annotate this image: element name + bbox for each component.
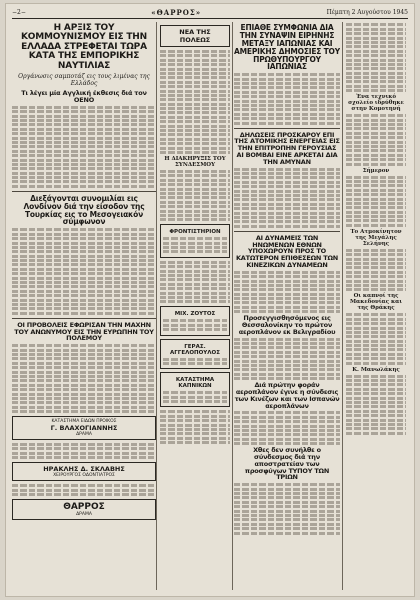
advertisement-box: ΚΑΤΑΣΤΗΜΑ ΚΑΠΝΙΚΩΝ — [160, 372, 230, 407]
headline-turkey: Διεξάγονται συνομιλίαι εις Λονδίνον διά την είσοδον της Τουρκίας εις το Μεσογειακόν σύμφωνον — [23, 193, 145, 227]
section-label-box: ΝΕΑ ΤΗΣ ΠΟΛΕΩΣ — [160, 25, 230, 47]
column-divider — [156, 22, 157, 590]
page-header — [12, 6, 408, 19]
headline-atomic: ΔΗΛΩΣΕΙΣ ΠΡΟΣΚΑΡΟΥ ΕΠΙ ΤΗΣ ΑΤΟΜΙΚΗΣ ΕΝΕΡΓΕΙΑΣ ΕΙΣ ΤΗΝ ΕΠΙΤΡΟΠΗΝ ΓΕΡΟΥΣΙΑΣ ΑΙ ΒΟΜΒΑΙ ΕΙΝΕ ΑΡΚΕΤΑΙ ΔΙΑ ΤΗΝ ΑΜΥΝΑΝ — [234, 130, 340, 166]
advertisement-box: ΘΑΡΡΟΣ ΔΡΑΜΑ — [12, 499, 156, 520]
advertisement-box: ΦΡΟΝΤΙΣΤΗΡΙΟΝ — [160, 224, 230, 258]
headline-report: Τι λέγει μία Αγγλική έκθεσις διά τον ΟΕΝΟ — [21, 89, 147, 104]
article-text — [346, 23, 406, 92]
article-text — [346, 249, 406, 292]
article-text — [12, 344, 156, 413]
news-item-title: Ένα τεχνικό σχολείο ιδρύθηκε στην Κομοτηνή — [348, 94, 404, 113]
article-text — [234, 168, 340, 228]
news-item-title: Οι καπνοί της Μακεδονίας και της Θράκης — [349, 293, 403, 312]
column-divider — [342, 22, 343, 590]
article-text — [234, 338, 340, 381]
article-text — [234, 271, 340, 314]
article-text — [12, 484, 156, 496]
article-text — [12, 106, 156, 188]
article-text — [234, 483, 340, 534]
headline-first-flight: Διά πρώτην φοράν αεροπλάνον έγινε η σύνδεσις των Κινέζων και των Ισπανών αεροπλάνων — [234, 381, 340, 410]
headline-united-nations: ΑΙ ΔΥΝΑΜΕΙΣ ΤΩΝ ΗΝΩΜΕΝΩΝ ΕΘΝΩΝ ΥΠΟΧΩΡΟΥΝ ΠΡΟΣ ΤΟ ΚΑΤΩΤΕΡΟΝ ΕΠΙΘΕΣΕΩΝ ΤΩΝ ΚΙΝΕΖΙΚΩΝ ΔΥΝΑΜΕΩΝ — [235, 233, 339, 269]
article-text — [160, 410, 230, 444]
news-item-title: Το Ατμοκίνητον της Μεγάλης Σελήνης — [350, 228, 402, 247]
news-item-title: Σήμερον — [362, 167, 390, 174]
masthead: «ΘΑΡΡΟΣ» — [151, 7, 202, 17]
newspaper-page — [6, 4, 414, 596]
headline-japan-peace: ΕΠΙΑΘΕ ΣΥΜΦΩΝΙΑ ΔΙΑ ΤΗΝ ΣΥΝΑΨΙΝ ΕΙΡΗΝΗΣ ΜΕΤΑΞΥ ΙΑΠΩΝΙΑΣ ΚΑΙ ΑΜΕΡΙΚΗΣ ΔΗΜΟΣΙΕΣ ΤΟΥ ΠΡΩΘΥΠΟΥΡΓΟΥ ΙΑΠΩΝΙΑΣ — [234, 23, 340, 72]
article-text — [12, 228, 156, 314]
page-number: −2− — [12, 8, 26, 16]
news-item-title: Η ΔΙΑΚΗΡΥΞΙΣ ΤΟΥ ΣΥΝΔΕΣΜΟΥ — [164, 155, 226, 168]
column-center-left — [160, 22, 230, 590]
headline-searchlights: ΟΙ ΠΡΟΒΟΛΕΙΣ ΕΦΩΡΙΣΑΝ ΤΗΝ ΜΑΧΗΝ ΤΟΥ ΑΝΩΝΥΜΟΥ ΕΙΣ ΤΗΝ ΕΥΡΩΠΗΝ ΤΟΥ ΠΟΛΕΜΟΥ — [14, 320, 154, 343]
article-text — [234, 411, 340, 445]
headline-communism: Η ΑΡΞΙΣ ΤΟΥ ΚΟΜΜΟΥΝΙΣΜΟΥ ΕΙΣ ΤΗΝ ΕΛΛΑΔΑ ΣΤΡΕΦΕΤΑΙ ΤΩΡΑ ΚΑΤΑ ΤΗΣ ΕΜΠΟΡΙΚΗΣ ΝΑΥΤΙΛΙΑΣ — [21, 23, 147, 71]
advertisement-box: ΗΡΑΚΛΗΣ Δ. ΣΚΛΑΒΗΣ ΧΕΙΡΟΥΡΓΟΣ ΟΔΟΝΤΙΑΤΡΟΣ — [12, 462, 156, 481]
headline-refugees: Χθες δεν συνήλθε ο σύνδεσμος διά την αποστρατείαν των προσφύγων ΤΥΠΟΥ ΤΩΝ ΤΡΙΩΝ — [244, 446, 330, 482]
article-text — [12, 443, 156, 459]
column-right — [346, 22, 406, 590]
article-text — [160, 261, 230, 304]
column-left — [12, 22, 156, 590]
article-text — [346, 313, 406, 364]
article-text — [160, 50, 230, 154]
article-text — [346, 114, 406, 165]
subheadline-sabotage: Οργάνωσις σαμποτάζ εις τους λιμένας της Ελλάδος — [18, 73, 150, 88]
article-text — [234, 73, 340, 124]
advertisement-box: ΜΙΧ. ΖΟΥΤΟΣ — [160, 306, 230, 335]
article-text — [346, 375, 406, 435]
column-center-right — [234, 22, 340, 590]
issue-date: Πέμπτη 2 Αυγούστου 1945 — [326, 8, 408, 16]
article-text — [346, 176, 406, 227]
news-item-title: Κ. Μανωλάκης — [352, 366, 400, 373]
advertisement-box: ΓΕΡΑΣ. ΑΓΓΕΛΟΠΟΥΛΟΣ — [160, 339, 230, 370]
article-text — [160, 170, 230, 221]
advertisement-box: ΚΑΤΑΣΤΗΜΑ ΕΙΔΩΝ ΠΡΟΙΚΟΣ Γ. ΒΛΑΧΟΓΙΑΝΝΗΣ ΔΡΑΜΑ — [12, 416, 156, 440]
headline-thessaloniki-flight: Προσεγγισθησόμενος εις Θεσσαλονίκην το πρώτον αεροπλάνον εκ Βελιγραδίου — [238, 314, 336, 336]
column-divider — [232, 22, 233, 590]
